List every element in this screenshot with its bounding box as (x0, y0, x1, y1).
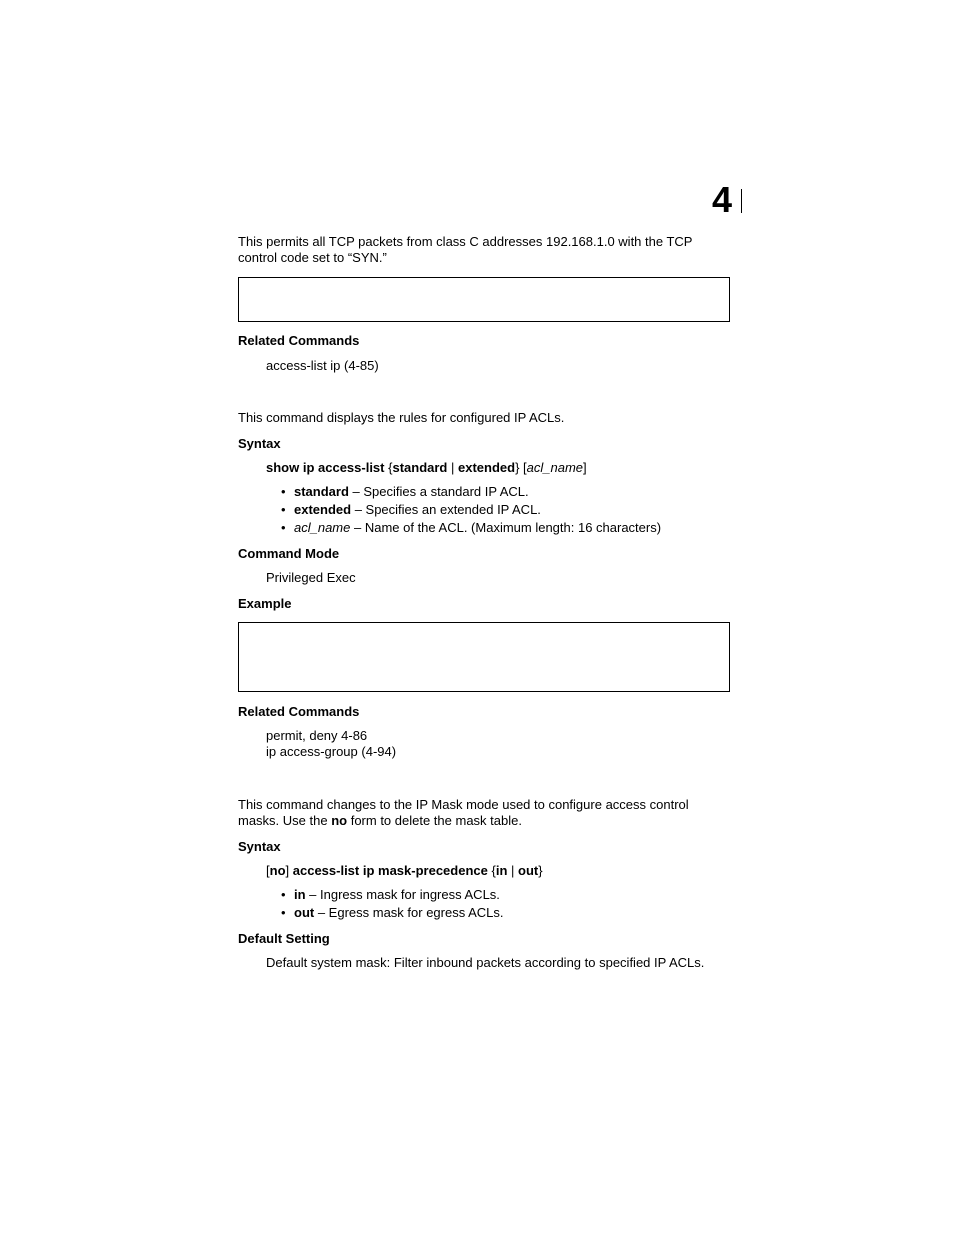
code-example-box (238, 277, 730, 322)
bullet-desc: – Ingress mask for ingress ACLs. (305, 887, 500, 902)
syntax-out: out (518, 863, 539, 878)
bullet-icon: • (281, 905, 286, 920)
syntax-command: access-list ip mask-precedence (292, 863, 488, 878)
list-item (294, 887, 500, 903)
default-setting-value: Default system mask: Filter inbound packets according to specified IP ACLs. (266, 955, 705, 970)
mask-description-line1: This command changes to the IP Mask mode used to configure access control (238, 797, 689, 812)
bullet-desc: – Specifies an extended IP ACL. (351, 502, 541, 517)
syntax-acl-name: acl_name (526, 460, 584, 475)
syntax-heading: Syntax (238, 436, 281, 451)
permit-description-line1: This permits all TCP packets from class C addresses 192.168.1.0 with the TCP (238, 234, 693, 249)
bullet-icon: • (281, 502, 286, 517)
bullet-term: in (294, 887, 306, 902)
related-command-link[interactable]: access-list ip (4-85) (266, 358, 379, 373)
syntax-pipe: | (507, 863, 518, 878)
list-item (294, 484, 529, 500)
related-command-link[interactable]: permit, deny 4-86 (266, 728, 368, 743)
show-acl-syntax (266, 460, 587, 476)
bullet-term: extended (294, 502, 352, 517)
list-item (294, 502, 541, 518)
mask-syntax (266, 863, 543, 879)
syntax-extended: extended (457, 460, 516, 475)
mask-desc-part-b: form to delete the mask table. (347, 813, 522, 828)
mask-desc-no: no (331, 813, 348, 828)
command-mode-value: Privileged Exec (266, 570, 356, 585)
chapter-divider (741, 189, 742, 213)
syntax-close-bracket: ] (285, 863, 293, 878)
list-item (294, 905, 504, 921)
related-commands-heading: Related Commands (238, 704, 360, 719)
syntax-in: in (495, 863, 508, 878)
syntax-close-bracket: ] (583, 460, 587, 475)
related-commands-heading: Related Commands (238, 333, 360, 348)
bullet-icon: • (281, 887, 286, 902)
bullet-desc: – Specifies a standard IP ACL. (348, 484, 529, 499)
code-example-box (238, 622, 730, 692)
mask-description-line2 (238, 813, 522, 829)
bullet-icon: • (281, 484, 286, 499)
syntax-pipe: | (447, 460, 458, 475)
syntax-close-brace: } (538, 863, 543, 878)
syntax-command: show ip access-list (266, 460, 385, 475)
chapter-number: 4 (712, 179, 733, 220)
bullet-desc: – Egress mask for egress ACLs. (314, 905, 504, 920)
command-mode-heading: Command Mode (238, 546, 340, 561)
syntax-no: no (269, 863, 286, 878)
syntax-standard: standard (392, 460, 448, 475)
syntax-open-brace: { (487, 863, 496, 878)
permit-description-line2: control code set to “SYN.” (238, 250, 387, 265)
mask-desc-part-a: masks. Use the (238, 813, 332, 828)
related-command-link[interactable]: ip access-group (4-94) (266, 744, 397, 759)
show-acl-description: This command displays the rules for configured IP ACLs. (238, 410, 565, 425)
default-setting-heading: Default Setting (238, 931, 330, 946)
syntax-close-brace: } [ (515, 460, 527, 475)
bullet-term: acl_name (294, 520, 351, 535)
list-item (294, 520, 661, 536)
syntax-open-bracket: [ (266, 863, 270, 878)
bullet-desc: – Name of the ACL. (Maximum length: 16 characters) (350, 520, 662, 535)
example-heading: Example (238, 596, 292, 611)
bullet-term: out (294, 905, 315, 920)
bullet-term: standard (294, 484, 349, 499)
syntax-heading: Syntax (238, 839, 281, 854)
syntax-open-brace: { (384, 460, 393, 475)
bullet-icon: • (281, 520, 286, 535)
